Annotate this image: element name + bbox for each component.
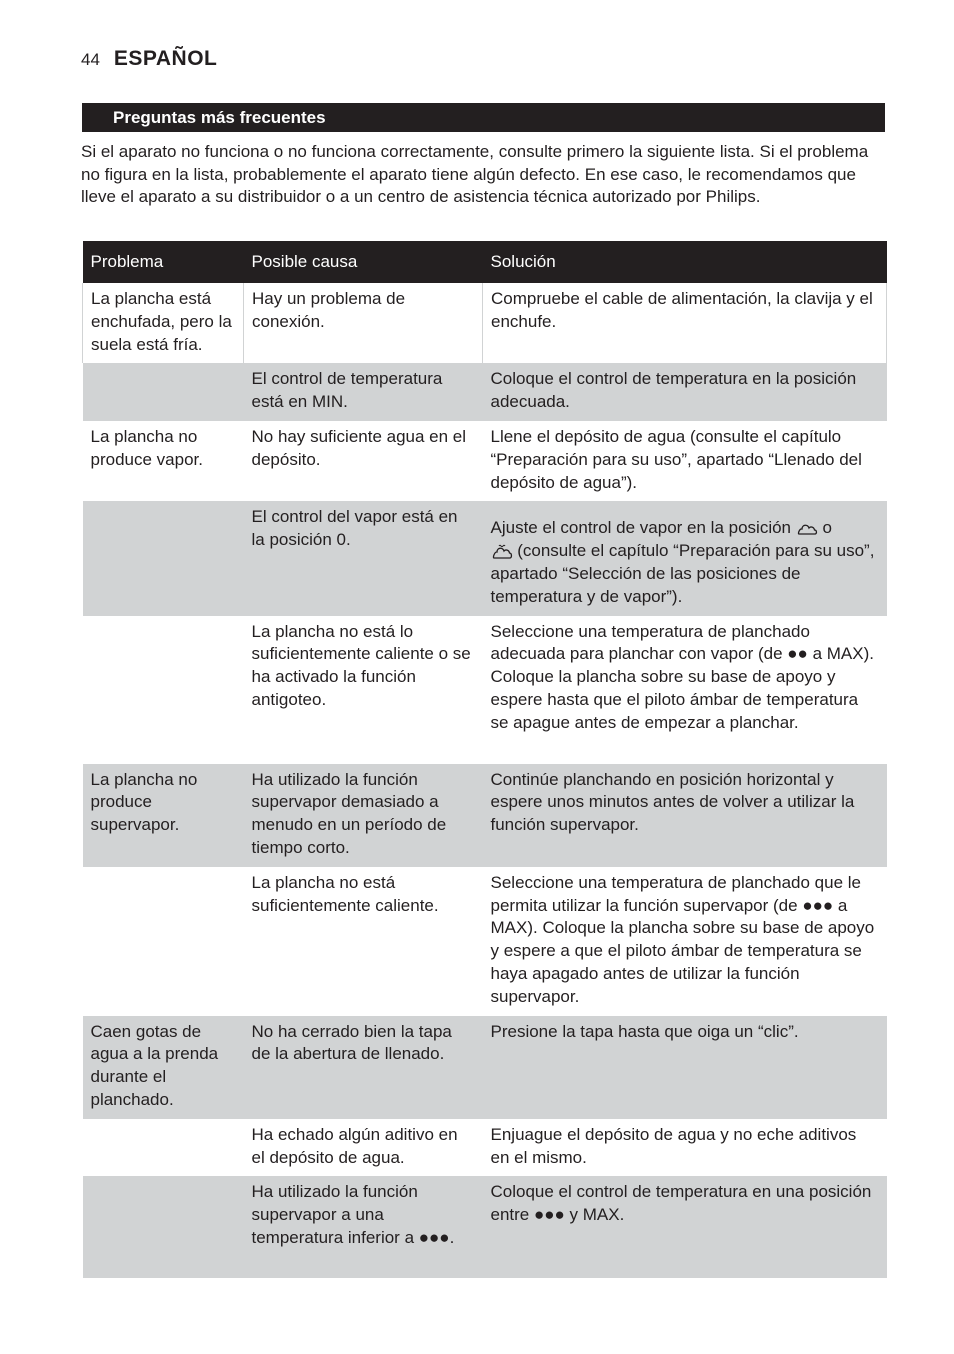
solution-cell [483, 1176, 887, 1278]
table-row [83, 616, 887, 764]
page-header [81, 47, 217, 75]
cause-cell: Ha echado algún aditivo en el depósito de agua. [251, 1124, 458, 1167]
cause-cell: La plancha no está suficientemente caliente. [251, 872, 439, 915]
problem-cell [83, 1119, 244, 1177]
table-row [83, 363, 887, 421]
cause-cell [244, 1176, 483, 1278]
table-row [83, 1016, 887, 1119]
problem-cell: La plancha no produce vapor. [90, 426, 203, 469]
solution-cell [483, 501, 887, 615]
solution-text: Coloque el control de temperatura en una posición entre [490, 1182, 872, 1225]
solution-text: a MAX). Coloque la plancha sobre su base de apoyo y espere hasta que el piloto ámbar de temperatura se apague antes de empezar a planchar. [490, 644, 874, 732]
problem-cell: La plancha no produce supervapor. [83, 764, 244, 867]
problem-cell: Caen gotas de agua a la prenda durante el planchado. [83, 1016, 244, 1119]
cause-cell: El control del vapor está en la posición 0. [244, 501, 483, 615]
problem-cell [83, 1176, 244, 1278]
header-cause: Posible causa [244, 241, 483, 283]
solution-text: Ajuste el control de vapor en la posición [490, 518, 792, 538]
solution-text: o [822, 518, 832, 538]
problem-cell: La plancha está enchufada, pero la suela está fría. [83, 283, 244, 363]
solution-text: y MAX. [569, 1205, 625, 1225]
solution-cell: Llene el depósito de agua (consulte el capítulo “Preparación para su uso”, apartado “Llenado del depósito de agua”). [490, 426, 862, 492]
solution-cell: Enjuague el depósito de agua y no eche aditivos en el mismo. [490, 1124, 857, 1167]
table-row [83, 421, 887, 501]
table-header-row [83, 241, 887, 283]
solution-cell: Continúe planchando en posición horizontal y espere unos minutos antes de volver a utilizar la función supervapor. [483, 764, 887, 867]
page-number: 44 [81, 50, 100, 69]
cause-text: Ha utilizado la función supervapor a una temperatura inferior a [251, 1182, 418, 1247]
solution-cell: Coloque el control de temperatura en la posición adecuada. [483, 363, 887, 421]
cause-cell: El control de temperatura está en MIN. [244, 363, 483, 421]
solution-text: a MAX). Coloque la plancha sobre su base de apoyo y espere a que el piloto ámbar de temperatura se haya apagado antes de utilizar la función supervapor. [490, 895, 875, 1006]
intro-paragraph: Si el aparato no funciona o no funciona correctamente, consulte primero la siguiente lista. Si el problema no figura en la lista, probablemente el aparato tiene algún defecto. En ese caso, le recomendamos que lleve el aparato a su distribuidor o a un centro de asistencia técnica autorizado por Philips. [81, 142, 869, 206]
solution-cell [483, 616, 887, 764]
solution-text: Seleccione una temperatura de planchado que le permita utilizar la función supervapor (de [490, 872, 861, 915]
cause-cell: La plancha no está lo suficientemente caliente o se ha activado la función antigoteo. [251, 621, 471, 709]
steam-cloud-icon [796, 522, 818, 536]
table-row [83, 1176, 887, 1278]
cause-text: . [449, 1227, 455, 1247]
table-row [83, 1119, 887, 1177]
cause-cell: No hay suficiente agua en el depósito. [251, 426, 467, 469]
header-solution: Solución [483, 241, 887, 283]
troubleshooting-table [82, 241, 887, 1278]
table-row [83, 867, 887, 1016]
section-title: Preguntas más frecuentes [113, 108, 326, 127]
temperature-dots: ●●● [533, 1205, 565, 1225]
solution-cell: Presione la tapa hasta que oiga un “clic”. [483, 1016, 887, 1119]
table-row [83, 283, 887, 363]
solution-text: (consulte el capítulo “Preparación para su uso”, apartado “Selección de las posiciones de temperatura y de vapor”). [490, 541, 875, 606]
steam-cloud-waves-icon [491, 543, 513, 560]
problem-cell [83, 867, 244, 1016]
temperature-dots: ●●● [802, 895, 834, 915]
problem-cell [83, 363, 244, 421]
header-problem: Problema [83, 241, 244, 283]
section-title-bar [82, 103, 885, 132]
temperature-dots: ●●● [418, 1227, 450, 1247]
table-row [83, 501, 887, 615]
cause-cell: Hay un problema de conexión. [244, 283, 483, 363]
solution-text: Seleccione una temperatura de planchado adecuada para planchar con vapor (de [490, 621, 810, 664]
cause-cell: No ha cerrado bien la tapa de la abertura de llenado. [244, 1016, 483, 1119]
temperature-dots: ●● [787, 644, 808, 664]
problem-cell [83, 616, 244, 764]
language-heading: ESPAÑOL [113, 47, 218, 70]
solution-cell [483, 867, 887, 1016]
cause-cell: Ha utilizado la función supervapor demasiado a menudo en un período de tiempo corto. [244, 764, 483, 867]
table-row [83, 764, 887, 867]
problem-cell [83, 501, 244, 615]
solution-cell: Compruebe el cable de alimentación, la clavija y el enchufe. [483, 283, 887, 363]
